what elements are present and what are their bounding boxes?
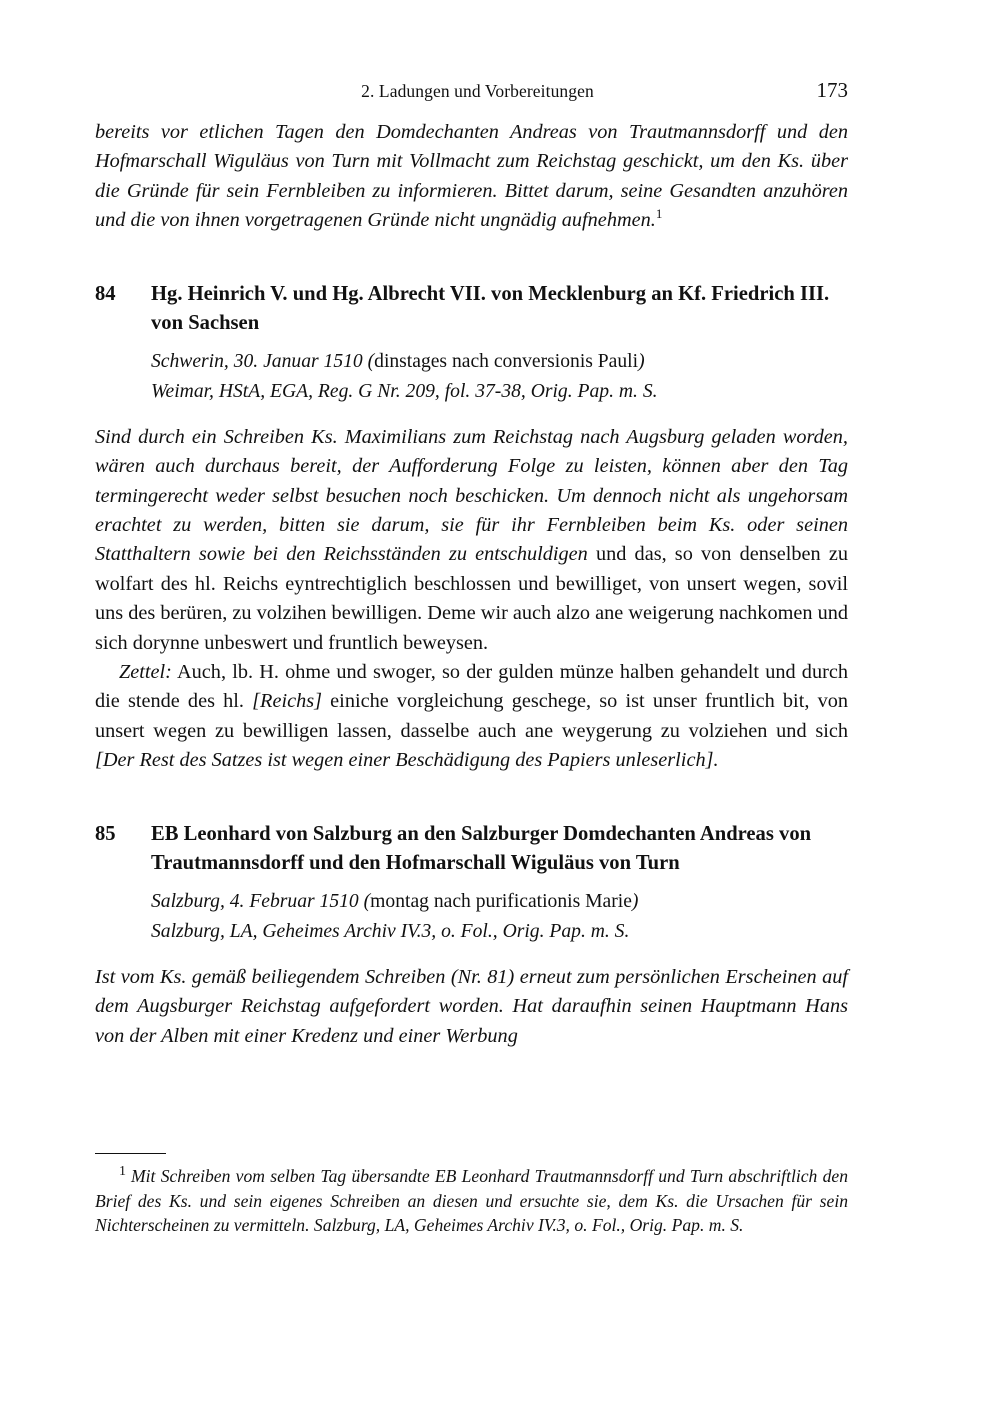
entry-84-place-date-italic: Schwerin, 30. Januar 1510 ( [151,350,375,372]
text-column [95,118,848,1051]
entry-85-title: EB Leonhard von Salzburg an den Salzburger Domdechanten Andreas von Trautmannsdorff und den Hofmarschall Wiguläus von Turn [151,822,812,875]
footnote-text-1: Mit Schreiben vom selben Tag übersandte EB Leonhard Trautmannsdorff und Turn abschriftlich den Brief des Ks. und sein eigenes Schreiben an diesen und ersuchte sie, dem Ks. die Ursachen für sein Nichterscheinen zu vermitteln. Salzburg, LA, Geheimes Archiv IV.3, o. Fol., Orig. Pap. m. S. [95,1166,848,1236]
footnote-reference-1[interactable]: 1 [655,206,663,222]
entry-85-archive: Salzburg, LA, Geheimes Archiv IV.3, o. Fol., Orig. Pap. m. S. [151,920,630,942]
entry-84-place-date [151,347,848,377]
running-head [95,78,848,104]
entry-85-regest-paragraph: Ist vom Ks. gemäß beiliegendem Schreiben (Nr. 81) erneut zum persönlichen Erscheinen auf dem Augsburger Reichstag aufgefordert worden. Hat daraufhin seinen Hauptmann Hans von der Alben mit einer Kredenz und einer Werbung [95,965,848,1047]
entry-85-place-date [151,887,848,917]
page-number: 173 [816,78,848,102]
entry-85-place-date-italic: Salzburg, 4. Februar 1510 ( [151,890,371,912]
entry-84-zettel-label: Zettel: [119,661,172,684]
entry-84-title: Hg. Heinrich V. und Hg. Albrecht VII. von Mecklenburg an Kf. Friedrich III. von Sachsen [151,282,830,335]
entry-85-number: 85 [95,822,116,845]
entry-84-source-text: und das, so von denselben zu wolfart des hl. Reichs eyntrechtiglich beschlossen und bewilliget, von unsert wegen, sovil uns des berüren, zu volzihen bewilligen. Deme wir auch alzo ane weigerung nachkomen und sich dorynne unbeswert und fruntlich beweysen. [95,543,848,654]
entry-84-zettel-text-2: einiche vorgleichung geschege, so ist unser fruntlich bit, von unsert wegen zu bewilligen lassen, dasselbe auch ane weygerung zu volziehen und sich [95,690,848,742]
footnote-item-1 [95,1164,848,1238]
spacer [95,776,848,820]
entry-84 [95,280,848,776]
entry-84-editorial-insert-1: [Reichs] [252,690,323,713]
opening-regest-text: bereits vor etlichen Tagen den Domdechanten Andreas von Trautmannsdorff und den Hofmarschall Wiguläus von Turn mit Vollmacht zum Reichstag geschickt, um den Ks. über die Gründe für sein Fernbleiben zu informieren. Bittet darum, seine Gesandten anzuhören und die von ihnen vorgetragenen Gründe nicht ungnädig aufnehmen. [95,121,848,232]
footnote-separator-rule [95,1153,166,1154]
spacer [95,407,848,423]
spacer [95,236,848,280]
entry-85-place-date-dating: montag nach purificationis Marie [370,890,632,912]
opening-regest-paragraph [95,118,848,236]
entry-84-heading [95,280,848,339]
entry-84-regest: Sind durch ein Schreiben Ks. Maximilians zum Reichstag nach Augsburg geladen worden, wären auch durchaus bereit, der Aufforderung Folge zu leisten, können aber den Tag termingerecht weder selbst besuchen noch beschicken. Um dennoch nicht als ungehorsam erachtet zu werden, bitten sie darum, sie für ihr Fernbleiben beim Ks. oder seinen Statthaltern sowie bei den Reichsständen zu entschuldigen [95,425,848,566]
entry-84-zettel-text-1: Auch, lb. H. ohme und swoger, so der gulden münze halben gehandelt und durch die stende des hl. [95,661,848,713]
entry-84-zettel-paragraph [95,658,848,776]
spacer [95,947,848,963]
entry-84-place-date-dating: dinstages nach conversionis Pauli [374,350,639,372]
spacer [95,879,848,887]
entry-85-heading [95,820,848,879]
entry-84-editorial-insert-2: [Der Rest des Satzes ist wegen einer Beschädigung des Papiers unleserlich]. [95,749,719,772]
footnote-area [95,1153,848,1238]
entry-84-body-paragraph [95,423,848,658]
running-head-title: 2. Ladungen und Vorbereitungen [361,81,594,101]
entry-84-number: 84 [95,282,116,305]
entry-85 [95,820,848,1051]
entry-85-place-date-close: ) [631,890,639,912]
entry-84-place-date-close: ) [638,350,645,372]
footnote-marker-1: 1 [119,1164,126,1180]
spacer [95,339,848,347]
entry-84-archive: Weimar, HStA, EGA, Reg. G Nr. 209, fol. 37-38, Orig. Pap. m. S. [151,380,658,402]
